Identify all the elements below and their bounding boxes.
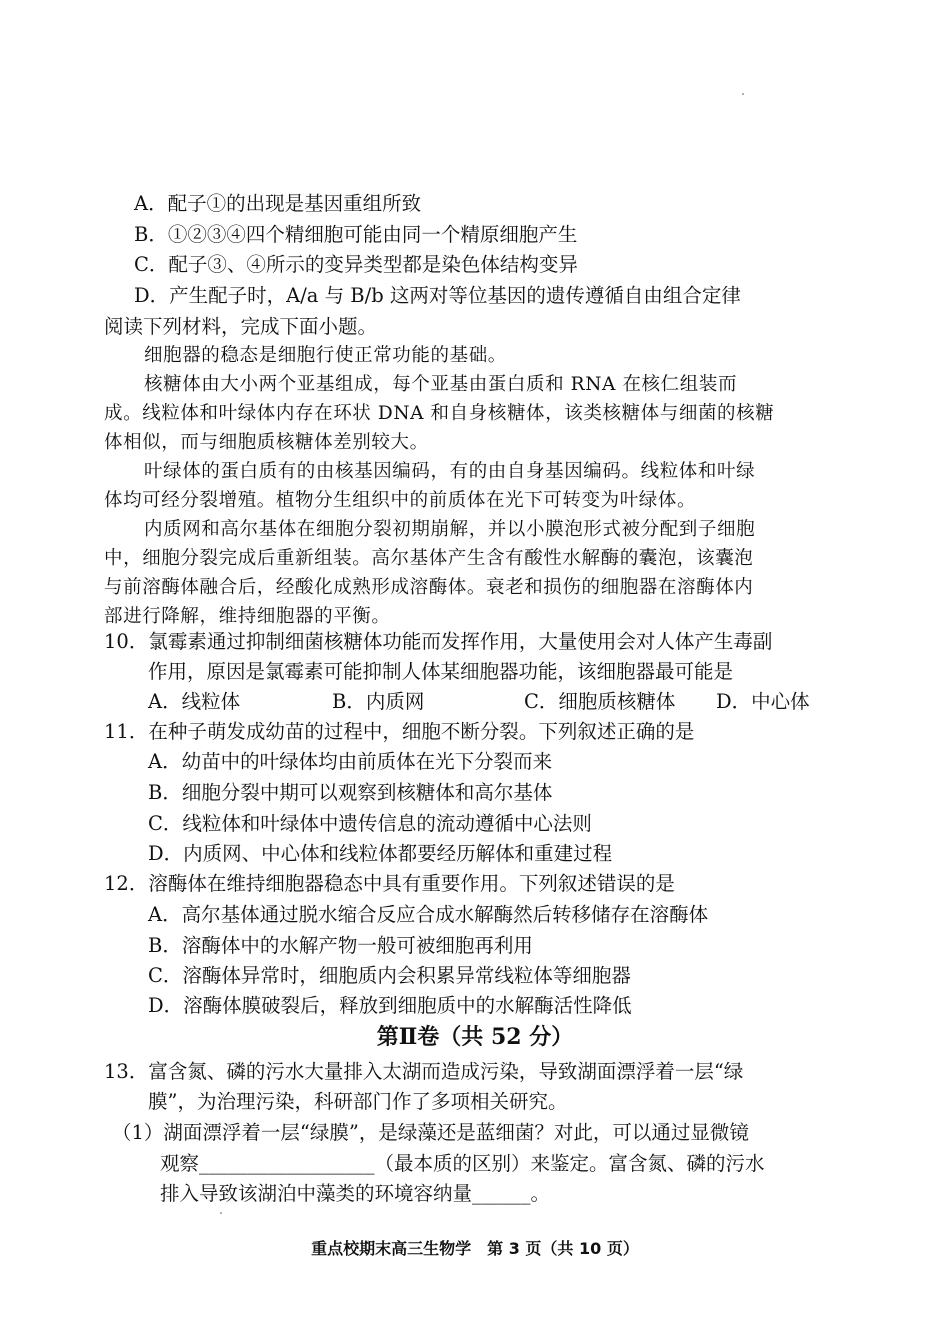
reading-line: 核糖体由大小两个亚基组成，每个亚基由蛋白质和 RNA 在核仁组装而 xyxy=(144,374,738,395)
q10-stem-line1: 10．氯霉素通过抑制细菌核糖体功能而发挥作用，大量使用会对人体产生毒副 xyxy=(104,630,773,653)
page-footer: 重点校期末高三生物学 第 3 页（共 10 页） xyxy=(311,1239,639,1258)
q11-option-c: C．线粒体和叶绿体中遗传信息的流动遵循中心法则 xyxy=(148,812,592,835)
q13-stem-line1: 13．富含氮、磷的污水大量排入太湖而造成污染，导致湖面漂浮着一层“绿 xyxy=(104,1060,744,1083)
q11-option-a: A．幼苗中的叶绿体均由前质体在光下分裂而来 xyxy=(148,750,553,773)
q9-option-b: B．①②③④四个精细胞可能由同一个精原细胞产生 xyxy=(134,223,578,246)
q10-option-d: D．中心体 xyxy=(716,690,810,713)
q12-option-d: D．溶酶体膜破裂后，释放到细胞质中的水解酶活性降低 xyxy=(148,994,632,1017)
reading-line: 细胞器的稳态是细胞行使正常功能的基础。 xyxy=(144,345,507,366)
reading-line: 与前溶酶体融合后，经酸化成熟形成溶酶体。衰老和损伤的细胞器在溶酶体内 xyxy=(104,577,754,598)
q11-option-b: B．细胞分裂中期可以观察到核糖体和高尔基体 xyxy=(148,781,553,804)
q11-option-d: D．内质网、中心体和线粒体都要经历解体和重建过程 xyxy=(148,842,613,865)
q13-sub1-line1: （1）湖面漂浮着一层“绿膜”，是绿藻还是蓝细菌？对此，可以通过显微镜 xyxy=(112,1121,749,1144)
reading-intro: 阅读下列材料，完成下面小题。 xyxy=(104,315,378,338)
q10-option-c: C．细胞质核糖体 xyxy=(524,690,676,713)
q11-stem: 11．在种子萌发成幼苗的过程中，细胞不断分裂。下列叙述正确的是 xyxy=(104,720,695,743)
q13-stem-line2: 膜”，为治理污染，科研部门作了多项相关研究。 xyxy=(148,1090,568,1113)
q9-option-a: A．配子①的出现是基因重组所致 xyxy=(134,192,422,215)
reading-line: 成。线粒体和叶绿体内存在环状 DNA 和自身核糖体，该类核糖体与细菌的核糖 xyxy=(104,403,775,424)
reading-line: 体均可经分裂增殖。植物分生组织中的前质体在光下可转变为叶绿体。 xyxy=(104,490,697,511)
q12-stem: 12．溶酶体在维持细胞器稳态中具有重要作用。下列叙述错误的是 xyxy=(104,872,675,895)
scan-speck xyxy=(220,1212,222,1214)
q10-option-a: A．线粒体 xyxy=(148,690,241,713)
q13-sub1-line3: 排入导致该湖泊中藻类的环境容纳量______。 xyxy=(160,1182,551,1205)
reading-line: 部进行降解，维持细胞器的平衡。 xyxy=(104,606,391,627)
q10-option-b: B．内质网 xyxy=(332,690,425,713)
q12-option-a: A．高尔基体通过脱水缩合反应合成水解酶然后转移储存在溶酶体 xyxy=(148,903,709,926)
scan-speck xyxy=(742,93,744,95)
section-title: 第Ⅱ卷（共 52 分） xyxy=(376,1024,574,1050)
reading-line: 叶绿体的蛋白质有的由核基因编码，有的由自身基因编码。线粒体和叶绿 xyxy=(144,461,756,482)
reading-line: 内质网和高尔基体在细胞分裂初期崩解，并以小膜泡形式被分配到子细胞 xyxy=(144,519,756,540)
reading-line: 中，细胞分裂完成后重新组装。高尔基体产生含有酸性水解酶的囊泡，该囊泡 xyxy=(104,548,754,569)
reading-line: 体相似，而与细胞质核糖体差别较大。 xyxy=(104,432,429,453)
q12-option-c: C．溶酶体异常时，细胞质内会积累异常线粒体等细胞器 xyxy=(148,964,631,987)
q13-sub1-line2: 观察__________________（最本质的区别）来鉴定。富含氮、磷的污水 xyxy=(160,1152,765,1175)
q9-option-d: D．产生配子时，A/a 与 B/b 这两对等位基因的遗传遵循自由组合定律 xyxy=(134,284,741,307)
q12-option-b: B．溶酶体中的水解产物一般可被细胞再利用 xyxy=(148,934,533,957)
q9-option-c: C．配子③、④所示的变异类型都是染色体结构变异 xyxy=(134,253,578,276)
q10-stem-line2: 作用，原因是氯霉素可能抑制人体某细胞器功能，该细胞器最可能是 xyxy=(148,660,734,683)
